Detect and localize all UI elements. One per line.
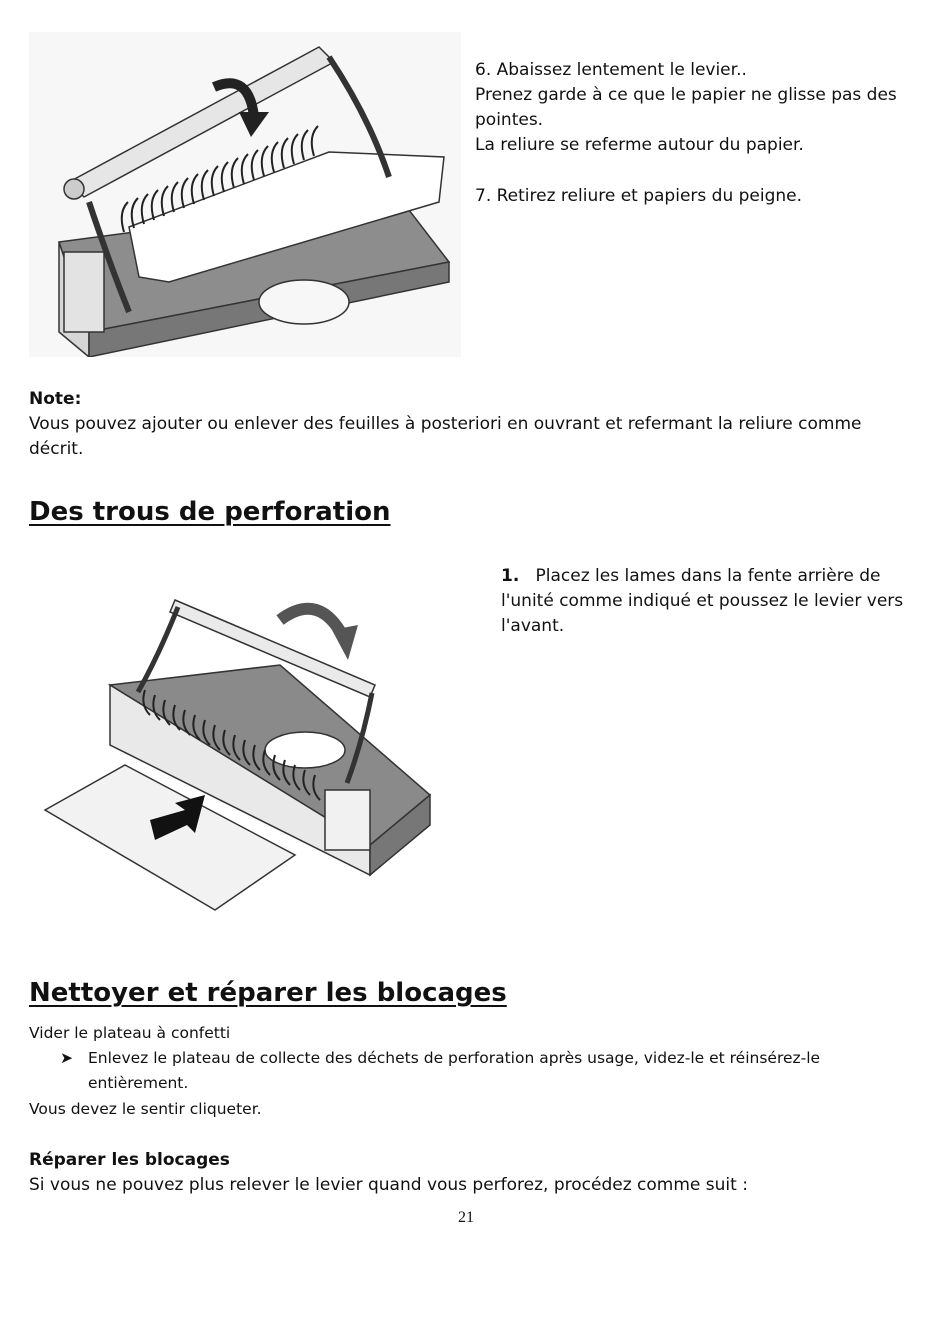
perforation-step-1: [501, 564, 911, 639]
step-7-text: 7. Retirez reliure et papiers du peigne.: [475, 186, 803, 206]
blockages-text: Si vous ne pouvez plus relever le levier quand vous perforez, procédez comme suit :: [29, 1175, 748, 1195]
subtitle-blockages: Réparer les blocages: [29, 1150, 230, 1170]
click-confirmation-text: Vous devez le sentir cliqueter.: [29, 1100, 262, 1118]
step-6-line-2: Prenez garde à ce que le papier ne glisse pas des: [475, 85, 897, 105]
step-6-text-block: [475, 58, 925, 158]
note-text: Vous pouvez ajouter ou enlever des feuilles à posteriori en ouvrant et refermant la reliure comme décrit.: [29, 414, 862, 459]
section-heading-cleaning: Nettoyer et réparer les blocages: [29, 978, 507, 1008]
bullet-item: [60, 1046, 880, 1096]
section-heading-perforation: Des trous de perforation: [29, 497, 391, 527]
note-title: Note:: [29, 389, 82, 409]
step-text: Placez les lames dans la fente arrière de l'unité comme indiqué et poussez le levier vers l'avant.: [501, 566, 904, 636]
step-6-line-3: pointes.: [475, 110, 544, 130]
page-number: 21: [458, 1209, 474, 1226]
bullet-text: Enlevez le plateau de collecte des déchets de perforation après usage, videz-le et réinsérez-le entièrement.: [88, 1049, 821, 1092]
step-number: 1.: [501, 566, 520, 586]
subtitle-confetti: Vider le plateau à confetti: [29, 1024, 231, 1042]
binding-machine-punch-illustration: [40, 585, 435, 915]
punch-machine-icon: [40, 585, 435, 915]
step-6-line-1: 6. Abaissez lentement le levier..: [475, 60, 747, 80]
binding-machine-icon: [29, 32, 461, 357]
step-6-line-4: La reliure se referme autour du papier.: [475, 135, 804, 155]
arrow-bullet-icon: ➤: [60, 1049, 73, 1067]
binding-machine-lever-down-illustration: [29, 32, 461, 357]
